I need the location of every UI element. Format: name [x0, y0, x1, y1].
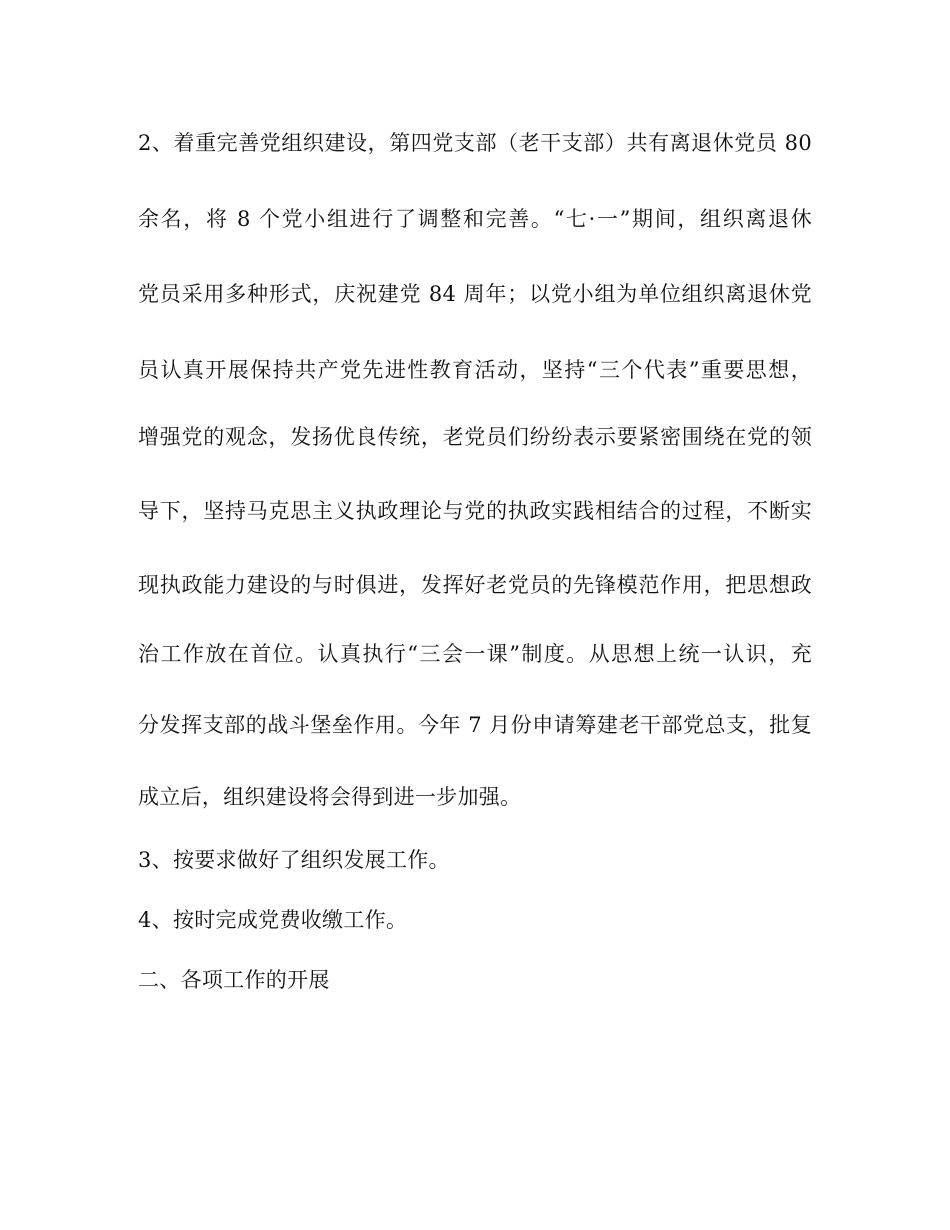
paragraph-line: 治工作放在首位。认真执行“三会一课”制度。从思想上统一认识，充 — [138, 642, 812, 666]
paragraph-line: 现执政能力建设的与时俱进，发挥好老党员的先锋模范作用，把思想政 — [138, 573, 812, 597]
list-item-3: 3、按要求做好了组织发展工作。 — [138, 848, 450, 872]
paragraph-line: 2、着重完善党组织建设，第四党支部（老干支部）共有离退休党员 80 — [138, 131, 812, 155]
paragraph-line: 导下，坚持马克思主义执政理论与党的执政实践相结合的过程，不断实 — [138, 499, 812, 523]
paragraph-line: 员认真开展保持共产党先进性教育活动，坚持“三个代表”重要思想， — [138, 358, 812, 382]
list-item-4: 4、按时完成党费收缴工作。 — [138, 908, 408, 932]
paragraph-line: 增强党的观念，发扬优良传统，老党员们纷纷表示要紧密围绕在党的领 — [138, 425, 812, 449]
section-heading: 二、各项工作的开展 — [138, 968, 330, 992]
paragraph-line: 分发挥支部的战斗堡垒作用。今年 7 月份申请筹建老干部党总支，批复 — [138, 713, 812, 737]
paragraph-line: 成立后，组织建设将会得到进一步加强。 — [138, 785, 522, 809]
paragraph-line: 余名，将 8 个党小组进行了调整和完善。“七·一”期间，组织离退休 — [138, 207, 812, 231]
paragraph-line: 党员采用多种形式，庆祝建党 84 周年；以党小组为单位组织离退休党 — [138, 282, 812, 306]
